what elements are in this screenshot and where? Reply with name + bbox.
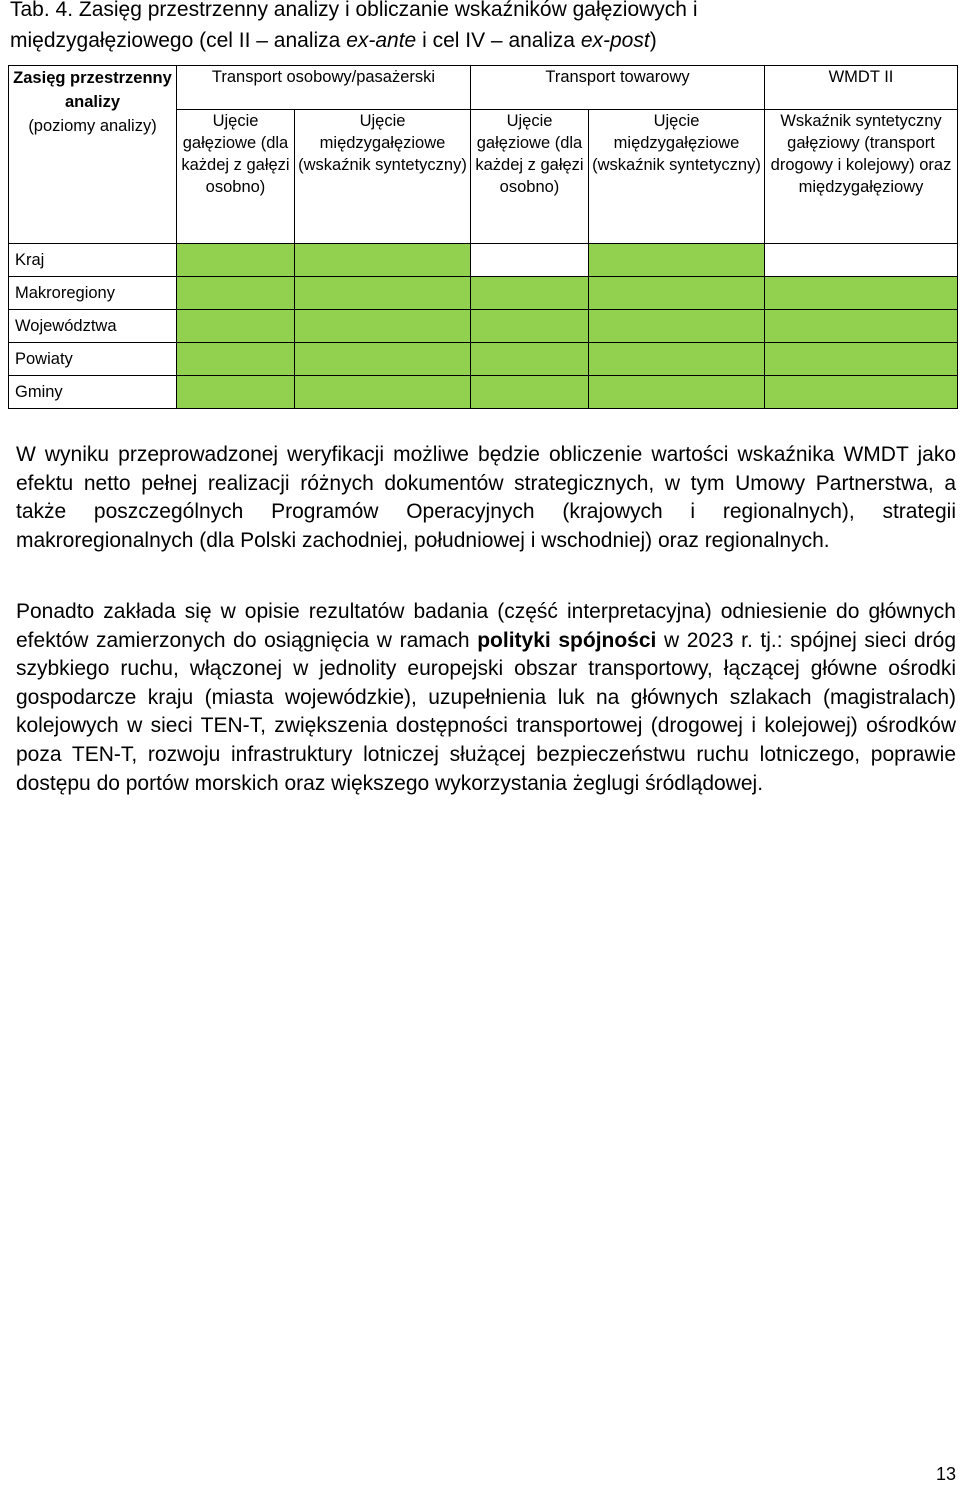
cell-filled [471, 376, 589, 409]
caption-line-2 [10, 25, 956, 56]
table-row [9, 277, 958, 310]
cell-filled [177, 277, 295, 310]
cell-filled [589, 310, 765, 343]
paragraph-2 [16, 598, 956, 798]
paragraph-2-bold: polityki spójności [477, 628, 657, 652]
cell-filled [589, 244, 765, 277]
cell-filled [765, 343, 958, 376]
cell-empty [765, 244, 958, 277]
caption-text: międzygałęziowego (cel II – analiza [10, 29, 347, 52]
levels-header-subtitle: (poziomy analizy) [28, 117, 157, 135]
paragraph-2-text: Ponadto zakłada się w opisie rezultatów badania (część interpretacyjna) odniesienie do głównych efektów zamierzonych do osiągnięcia w ramach [16, 600, 956, 652]
cell-filled [177, 244, 295, 277]
cell-filled [589, 343, 765, 376]
cell-filled [177, 376, 295, 409]
cell-filled [177, 343, 295, 376]
cell-filled [471, 310, 589, 343]
wmdt-subheader: Wskaźnik syntetyczny gałęziowy (transport drogowy i kolejowy) oraz międzygałęziowy [765, 110, 958, 244]
freight-intermodal-subheader: Ujęcie międzygałęziowe (wskaźnik syntetyczny) [589, 110, 765, 244]
cell-filled [177, 310, 295, 343]
row-label-gminy: Gminy [9, 376, 177, 409]
cell-empty [471, 244, 589, 277]
row-label-wojewodztwa: Województwa [9, 310, 177, 343]
caption-text: i cel IV – analiza [416, 29, 581, 52]
caption-italic-ex-ante: ex-ante [346, 29, 417, 52]
table-row [9, 376, 958, 409]
levels-header [9, 66, 177, 244]
cell-filled [471, 343, 589, 376]
row-label-makroregiony: Makroregiony [9, 277, 177, 310]
passenger-transport-header: Transport osobowy/pasażerski [177, 66, 471, 110]
caption-italic-ex-post: ex-post [580, 29, 650, 52]
passenger-intermodal-subheader: Ujęcie międzygałęziowe (wskaźnik syntetyczny) [295, 110, 471, 244]
row-label-kraj: Kraj [9, 244, 177, 277]
freight-branch-subheader: Ujęcie gałęziowe (dla każdej z gałęzi osobno) [471, 110, 589, 244]
paragraph-1: W wyniku przeprowadzonej weryfikacji możliwe będzie obliczenie wartości wskaźnika WMDT jako efektu netto pełnej realizacji różnych dokumentów strategicznych, w tym Umowy Partnerstwa, a także poszczególnych Programów Operacyjnych (krajowych i regionalnych), strategii makroregionalnych (dla Polski zachodniej, południowej i wschodniej) oraz regionalnych. [16, 443, 956, 552]
table-row [9, 343, 958, 376]
cell-filled [765, 310, 958, 343]
table-caption [10, 0, 956, 56]
cell-filled [295, 277, 471, 310]
cell-filled [295, 244, 471, 277]
cell-filled [295, 310, 471, 343]
cell-filled [589, 277, 765, 310]
cell-filled [765, 376, 958, 409]
table-row [9, 244, 958, 277]
cell-filled [765, 277, 958, 310]
table-row [9, 310, 958, 343]
wmdt-header: WMDT II [765, 66, 958, 110]
caption-text: ) [649, 29, 657, 52]
cell-filled [471, 277, 589, 310]
freight-transport-header: Transport towarowy [471, 66, 765, 110]
row-label-powiaty: Powiaty [9, 343, 177, 376]
cell-filled [295, 376, 471, 409]
cell-filled [589, 376, 765, 409]
passenger-branch-subheader: Ujęcie gałęziowe (dla każdej z gałęzi osobno) [177, 110, 295, 244]
analysis-scope-table [8, 65, 958, 409]
cell-filled [295, 343, 471, 376]
page-number: 13 [935, 1464, 956, 1484]
levels-header-title: Zasięg przestrzenny analizy [13, 69, 172, 111]
caption-line-1: Tab. 4. Zasięg przestrzenny analizy i obliczanie wskaźników gałęziowych i [10, 0, 698, 21]
paragraph-2-text: w 2023 r. tj.: spójnej sieci dróg szybkiego ruchu, włączonej w jednolity europejski obszar transportowy, łączącej główne ośrodki gospodarcze kraju (miasta wojewódzkie), uzupełnienia luk na głównych szlakach (magistralach) kolejowych w sieci TEN-T, zwiększenia dostępności transportowej (drogowej i kolejowej) ośrodków poza TEN-T, rozwoju infrastruktury lotniczej służącej bezpieczeństwu ruchu lotniczego, poprawie dostępu do portów morskich oraz większego wykorzystania żeglugi śródlądowej. [16, 628, 957, 795]
